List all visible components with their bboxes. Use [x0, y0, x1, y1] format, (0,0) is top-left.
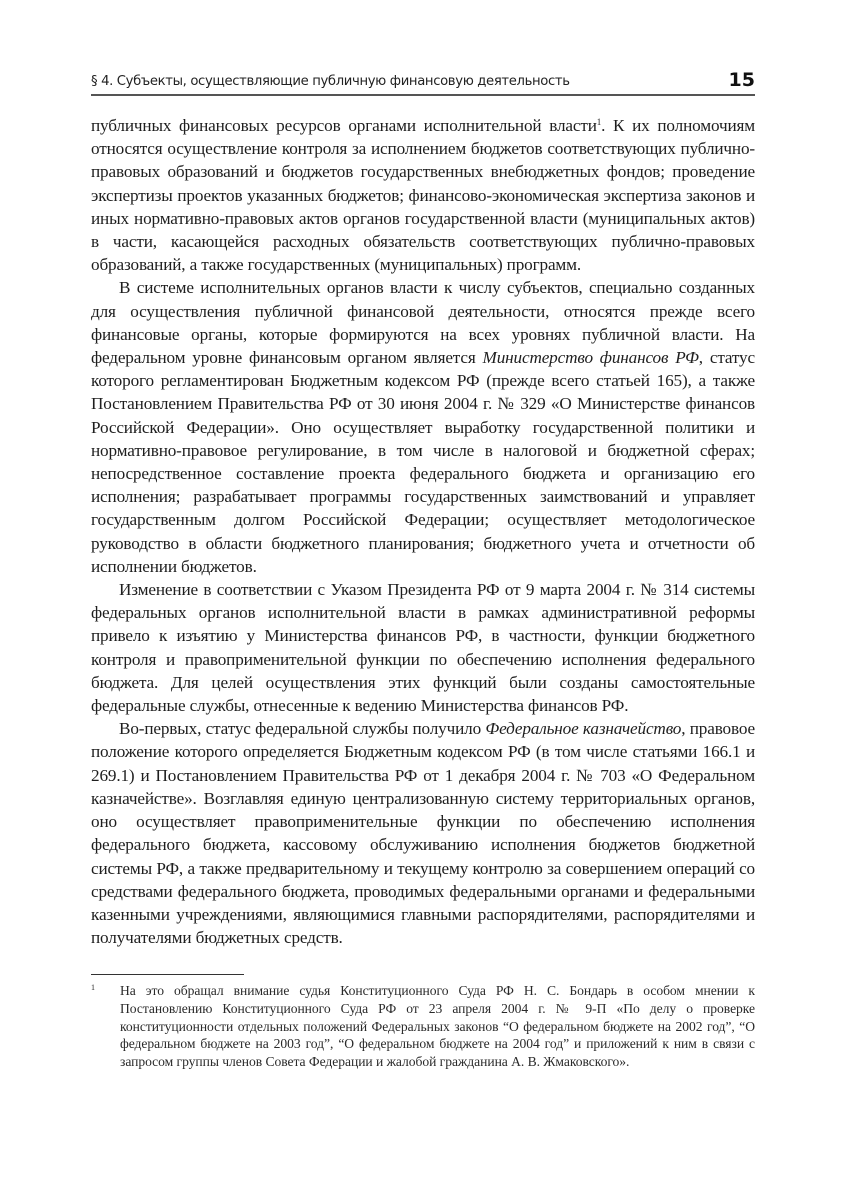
paragraph [91, 276, 755, 578]
paragraph [91, 114, 755, 276]
italic-term: Министерство финансов РФ [482, 348, 699, 368]
text-run: . К их полномочиям относятся осуществление контроля за исполнением бюджетов соответствующих публично-правовых образований и бюджетов государственных внебюджетных фондов; проведение экспертизы проектов указанных бюджетов; финансово-экономическая экспертиза законов и иных нормативно-правовых актов органов государственной власти (муниципальных актов) в части, касающейся расходных обязательств соответствующих публично-правовых образований, а также государственных (муниципальных) программ. [91, 116, 755, 275]
header-rule [91, 94, 755, 96]
page-number: 15 [728, 69, 755, 91]
footnote-mark: 1 [91, 983, 95, 993]
text-run: , статус которого регламентирован Бюджетным кодексом РФ (прежде всего статьей 165), а также Постановлением Правительства РФ от 30 июня 2004 г. № 329 «О Министерстве финансов Российской Федерации». Оно осуществляет выработку государственной политики и нормативно-правовое регулирование, в том числе в налоговой и бюджетной сферах; непосредственное составление проекта федерального бюджета и организацию его исполнения; разрабатывает программы государственных заимствований и управляет государственным долгом Российской Федерации; осуществляет методологическое руководство в области бюджетного планирования; бюджетного учета и отчетности об исполнении бюджетов. [91, 348, 755, 576]
footnotes [91, 982, 755, 1070]
text-run: Изменение в соответствии с Указом Президента РФ от 9 марта 2004 г. № 314 системы федеральных органов исполнительной власти в рамках административной реформы привело к изъятию у Министерства финансов РФ, в частности, функции бюджетного контроля и правоприменительной функции по обеспечению исполнения федерального бюджета. Для целей осуществления этих функций были созданы самостоятельные федеральные службы, отнесенные к ведению Министерства финансов РФ. [91, 580, 755, 716]
text-run: , правовое положение которого определяется Бюджетным кодексом РФ (в том числе статьями 166.1 и 269.1) и Постановлением Правительства РФ от 1 декабря 2004 г. № 703 «О Федеральном казначействе». Возглавляя единую централизованную систему территориальных органов, оно осуществляет правоприменительные функции по обеспечению исполнения федерального бюджета, кассовому обслуживанию исполнения бюджетов бюджетной системы РФ, а также предварительному и текущему контролю за совершением операций со средствами федерального бюджета, проводимых федеральными органами и федеральными казенными учреждениями, являющимися главными распорядителями, распорядителями и получателями бюджетных средств. [91, 719, 755, 948]
body-text [91, 114, 755, 949]
text-run: В системе исполнительных органов власти к числу субъектов, специально созданных для осуществления публичной финансовой деятельности, относятся прежде всего финансовые органы, которые формируются на всех уровнях публичной власти. На федеральном уровне финансовым органом является [91, 278, 755, 368]
paragraph [91, 717, 755, 949]
document-page [91, 66, 755, 1070]
text-run: Во-первых, статус федеральной службы получило [119, 719, 486, 739]
footnote-text: На это обращал внимание судья Конституционного Суда РФ Н. С. Бондарь в особом мнении к Постановлению Конституционного Суда РФ от 23 апреля 2004 г. № 9-П «По делу о проверке конституционности отдельных положений Федеральных законов “О федеральном бюджете на 2002 год”, “О федеральном бюджете на 2003 год”, “О федеральном бюджете на 2004 год” и приложений к ним в связи с запросом группы членов Совета Федерации и жалобой гражданина А. В. Жмаковского». [120, 983, 755, 1069]
text-run: публичных финансовых ресурсов органами исполнительной власти [91, 116, 597, 135]
running-title: § 4. Субъекты, осуществляющие публичную финансовую деятельность [91, 74, 570, 89]
italic-term: Федеральное казначейство [485, 719, 682, 739]
footnote-reference[interactable]: 1 [596, 117, 602, 127]
running-header [91, 66, 755, 92]
footnote-separator [91, 974, 244, 975]
paragraph [91, 578, 755, 717]
footnote [91, 982, 755, 1070]
